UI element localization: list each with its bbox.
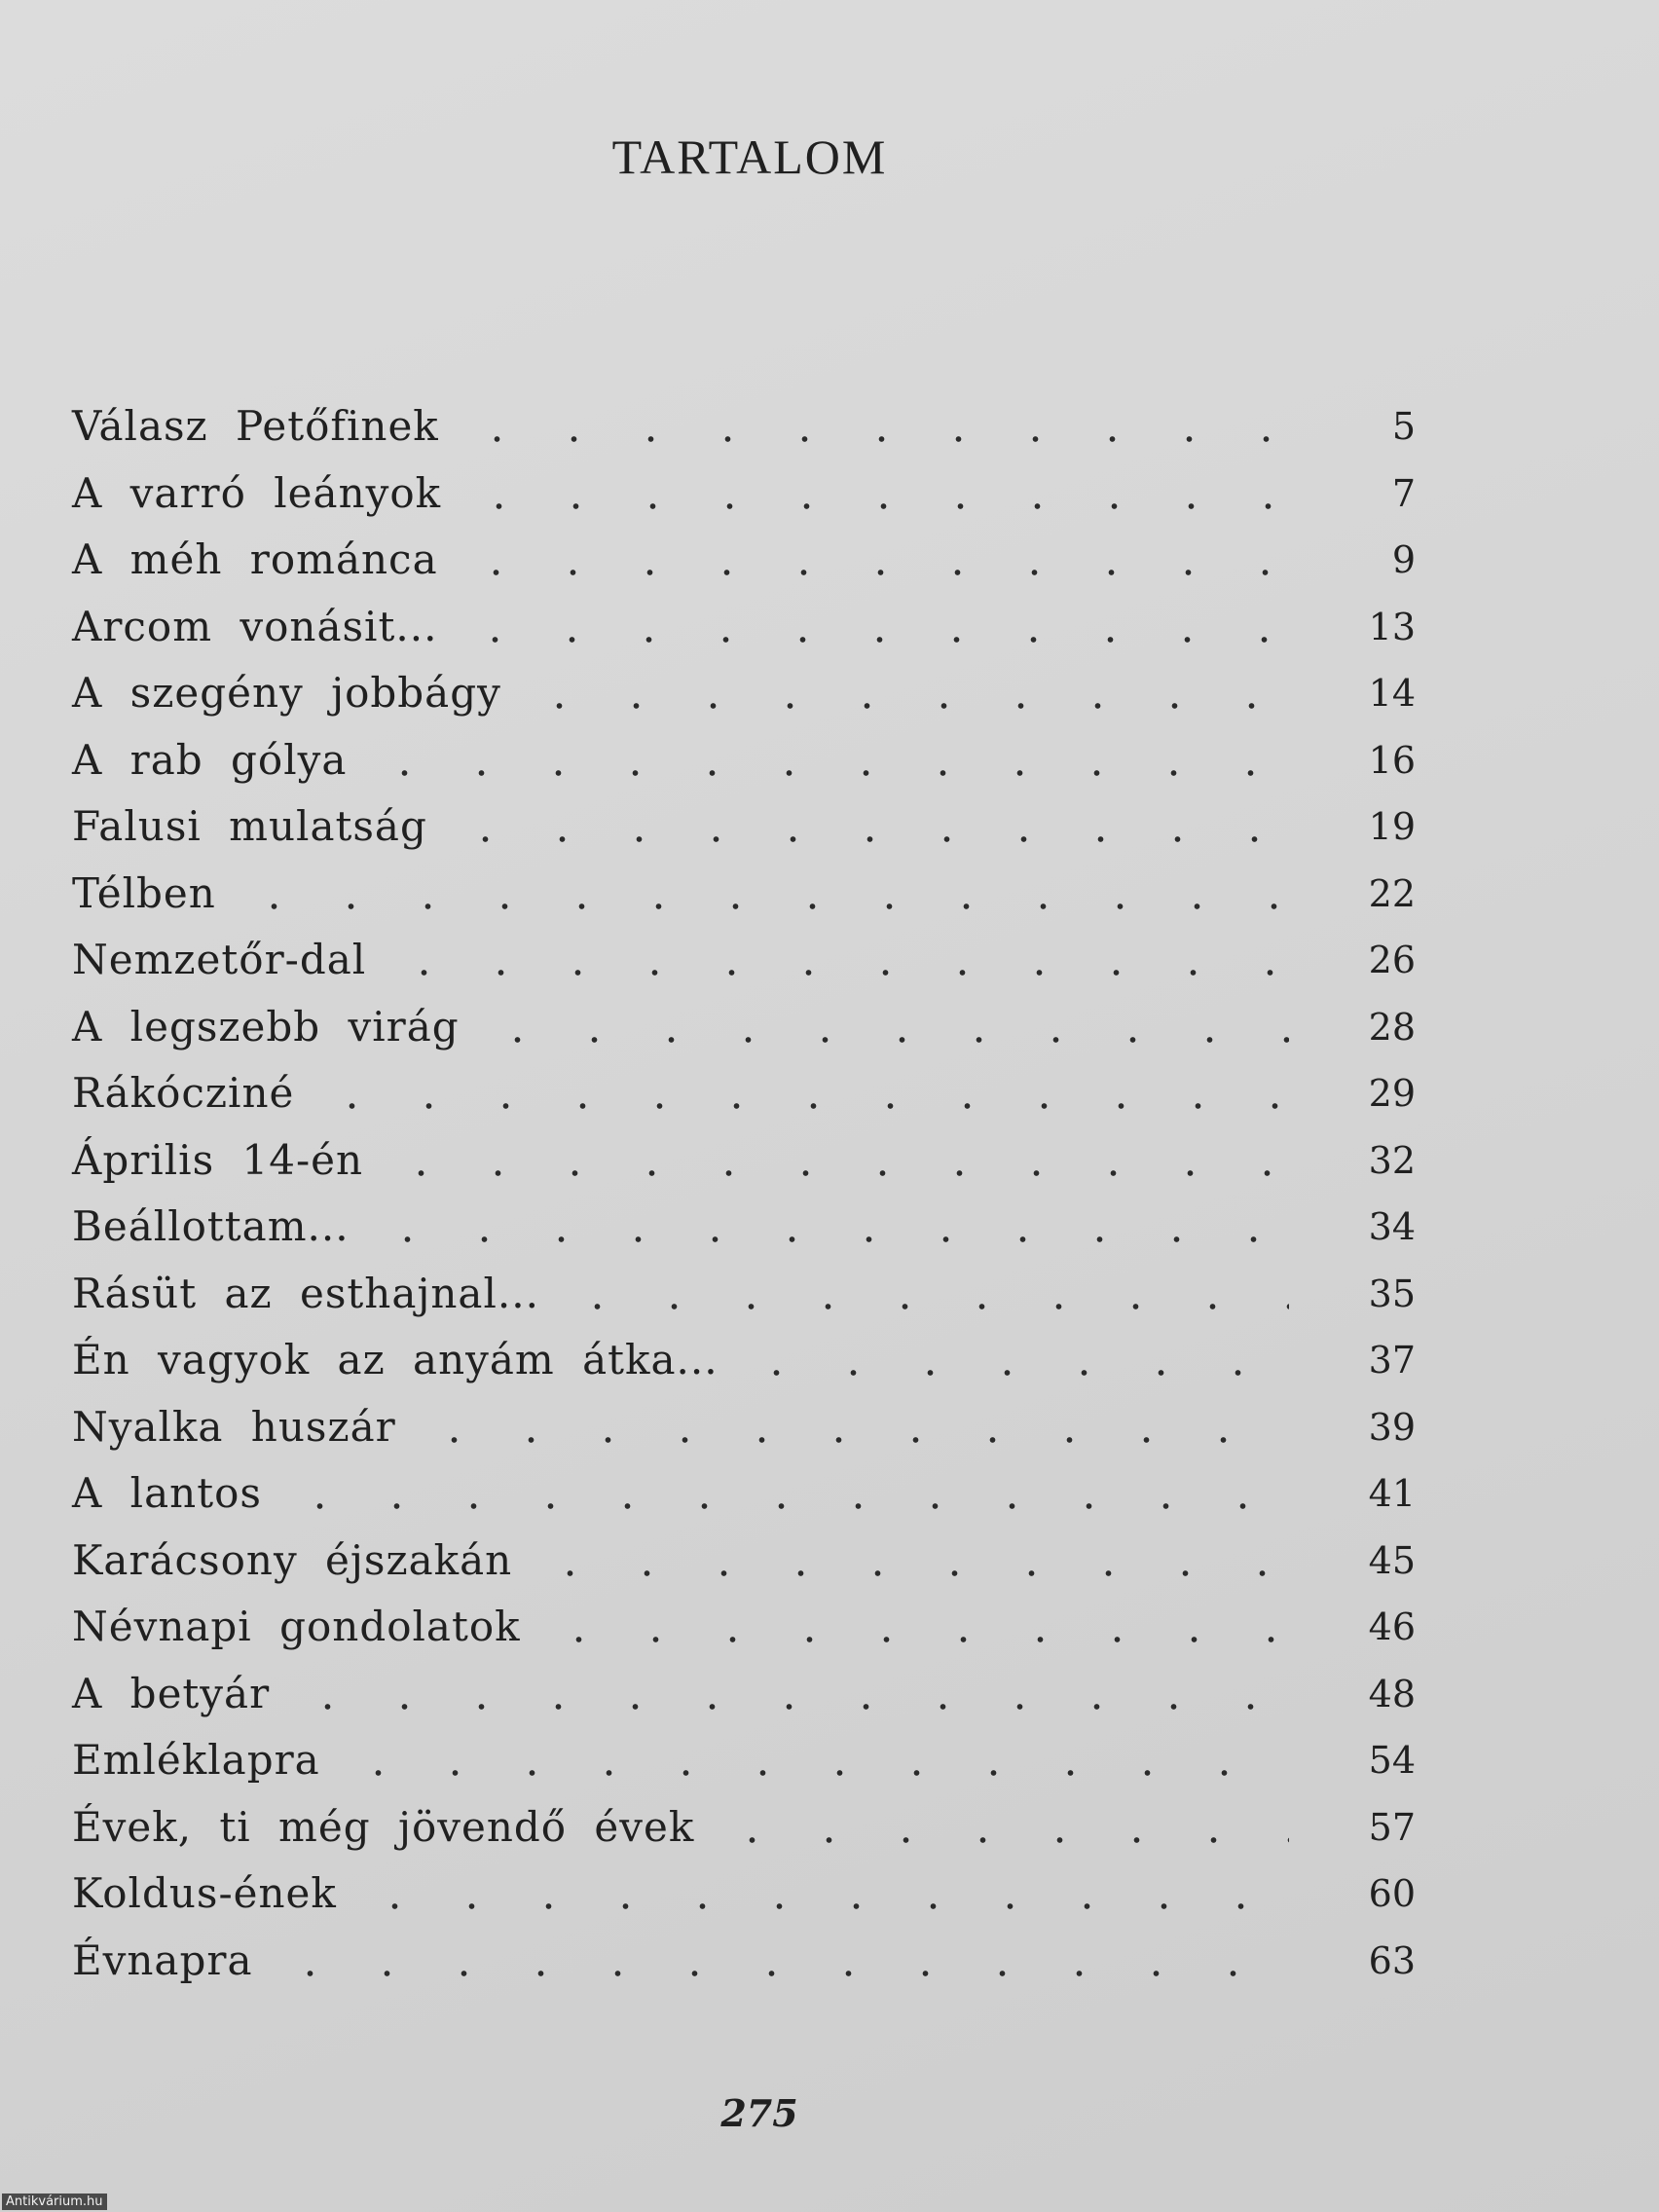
toc-entry-title: Névnapi gondolatok (72, 1603, 521, 1650)
toc-entry-title: Falusi mulatság (72, 802, 427, 850)
toc-entry-page: 39 (1368, 1405, 1416, 1449)
toc-entry-title: Arcom vonásit... (72, 602, 438, 650)
toc-entry-page: 46 (1368, 1605, 1416, 1648)
toc-entry (72, 527, 1416, 594)
toc-entry (72, 1394, 1416, 1461)
toc-entry-page: 34 (1368, 1205, 1416, 1248)
toc-entry-page: 22 (1368, 871, 1416, 915)
toc-entry-title: Nemzetőr-dal (72, 936, 367, 983)
toc-entry (72, 461, 1416, 528)
toc-entry (72, 1127, 1416, 1195)
toc-entry-title: Én vagyok az anyám átka... (72, 1336, 719, 1383)
toc-entry-page: 14 (1368, 672, 1416, 715)
toc-entry-page: 63 (1368, 1938, 1416, 1982)
toc-entry-page: 32 (1368, 1138, 1416, 1182)
toc-entry (72, 1661, 1416, 1728)
toc-entry-page: 41 (1368, 1472, 1416, 1515)
dot-leader (386, 970, 1289, 976)
toc-entry-page: 19 (1368, 805, 1416, 848)
dot-leader (366, 770, 1289, 776)
toc-entry (72, 793, 1416, 861)
toc-entry (72, 1861, 1416, 1928)
dot-leader (416, 1437, 1289, 1443)
toc-entry-title: A lantos (72, 1469, 262, 1517)
page-title: TARTALOM (611, 129, 888, 184)
dot-leader (447, 836, 1289, 842)
page-number: 275 (720, 2091, 798, 2135)
toc-entry-page: 60 (1368, 1872, 1416, 1915)
toc-entry (72, 1327, 1416, 1394)
toc-entry-page: 16 (1368, 738, 1416, 782)
toc-entry-title: Évnapra (72, 1936, 253, 1984)
dot-leader (369, 1236, 1289, 1242)
dot-leader (356, 1903, 1289, 1909)
toc-entry-page: 28 (1368, 1005, 1416, 1049)
toc-entry (72, 393, 1416, 461)
toc-entry-page: 45 (1368, 1538, 1416, 1582)
toc-entry (72, 861, 1416, 928)
toc-entry-title: Válasz Petőfinek (72, 402, 439, 450)
dot-leader (459, 436, 1289, 442)
toc-entry (72, 1060, 1416, 1127)
dot-leader (383, 1170, 1289, 1176)
toc-entry (72, 1194, 1416, 1261)
toc-entry-page: 35 (1368, 1272, 1416, 1315)
dot-leader (559, 1304, 1289, 1309)
dot-leader (281, 1503, 1289, 1509)
dot-leader (457, 637, 1289, 643)
toc-entry-title: A betyár (72, 1669, 271, 1717)
dot-leader (738, 1370, 1289, 1376)
dot-leader (458, 570, 1289, 575)
toc-entry-title: A legszebb virág (72, 1002, 460, 1051)
table-of-contents (72, 393, 1416, 1994)
toc-entry-title: Télben (72, 868, 216, 917)
toc-entry (72, 1794, 1416, 1862)
watermark: Antikvárium.hu (2, 2194, 107, 2210)
toc-entry (72, 927, 1416, 994)
dot-leader (479, 1037, 1289, 1043)
dot-leader (340, 1770, 1289, 1776)
toc-entry (72, 594, 1416, 661)
toc-entry (72, 660, 1416, 727)
dot-leader (236, 903, 1289, 909)
toc-entry-page: 26 (1368, 939, 1416, 981)
toc-entry (72, 1928, 1416, 1995)
toc-entry-page: 9 (1391, 538, 1416, 581)
toc-entry-page: 54 (1368, 1739, 1416, 1782)
dot-leader (289, 1704, 1289, 1710)
toc-entry (72, 1528, 1416, 1595)
toc-entry (72, 994, 1416, 1061)
toc-entry-title: Beállottam... (72, 1202, 350, 1250)
toc-entry (72, 1460, 1416, 1528)
dot-leader (461, 503, 1289, 509)
toc-entry-title: Rákócziné (72, 1069, 295, 1117)
toc-entry-title: Rásüt az esthajnal... (72, 1269, 539, 1317)
toc-entry-title: A rab gólya (72, 735, 348, 784)
toc-entry-page: 29 (1368, 1072, 1416, 1115)
toc-entry-page: 7 (1391, 471, 1416, 515)
toc-entry-page: 5 (1391, 405, 1416, 448)
toc-entry-title: Koldus-ének (72, 1869, 337, 1917)
toc-entry-title: Karácsony éjszakán (72, 1535, 513, 1584)
toc-entry (72, 1727, 1416, 1794)
dot-leader (313, 1103, 1289, 1109)
dot-leader (714, 1837, 1289, 1843)
toc-entry (72, 1261, 1416, 1328)
dot-leader (532, 1570, 1289, 1576)
toc-entry-page: 37 (1368, 1339, 1416, 1382)
toc-entry (72, 1594, 1416, 1661)
toc-entry-page: 48 (1368, 1672, 1416, 1715)
toc-entry-title: A szegény jobbágy (72, 669, 501, 717)
toc-entry-title: Évek, ti még jövendő évek (72, 1802, 695, 1851)
toc-entry-title: Április 14-én (72, 1135, 364, 1184)
toc-entry-title: A varró leányok (72, 468, 442, 517)
toc-entry-title: Nyalka huszár (72, 1402, 396, 1451)
dot-leader (272, 1971, 1289, 1976)
dot-leader (521, 703, 1289, 709)
dot-leader (540, 1637, 1289, 1642)
toc-entry (72, 727, 1416, 794)
toc-entry-title: A méh románca (72, 535, 438, 583)
toc-entry-title: Emléklapra (72, 1736, 320, 1784)
toc-entry-page: 13 (1368, 605, 1416, 648)
toc-entry-page: 57 (1368, 1805, 1416, 1849)
